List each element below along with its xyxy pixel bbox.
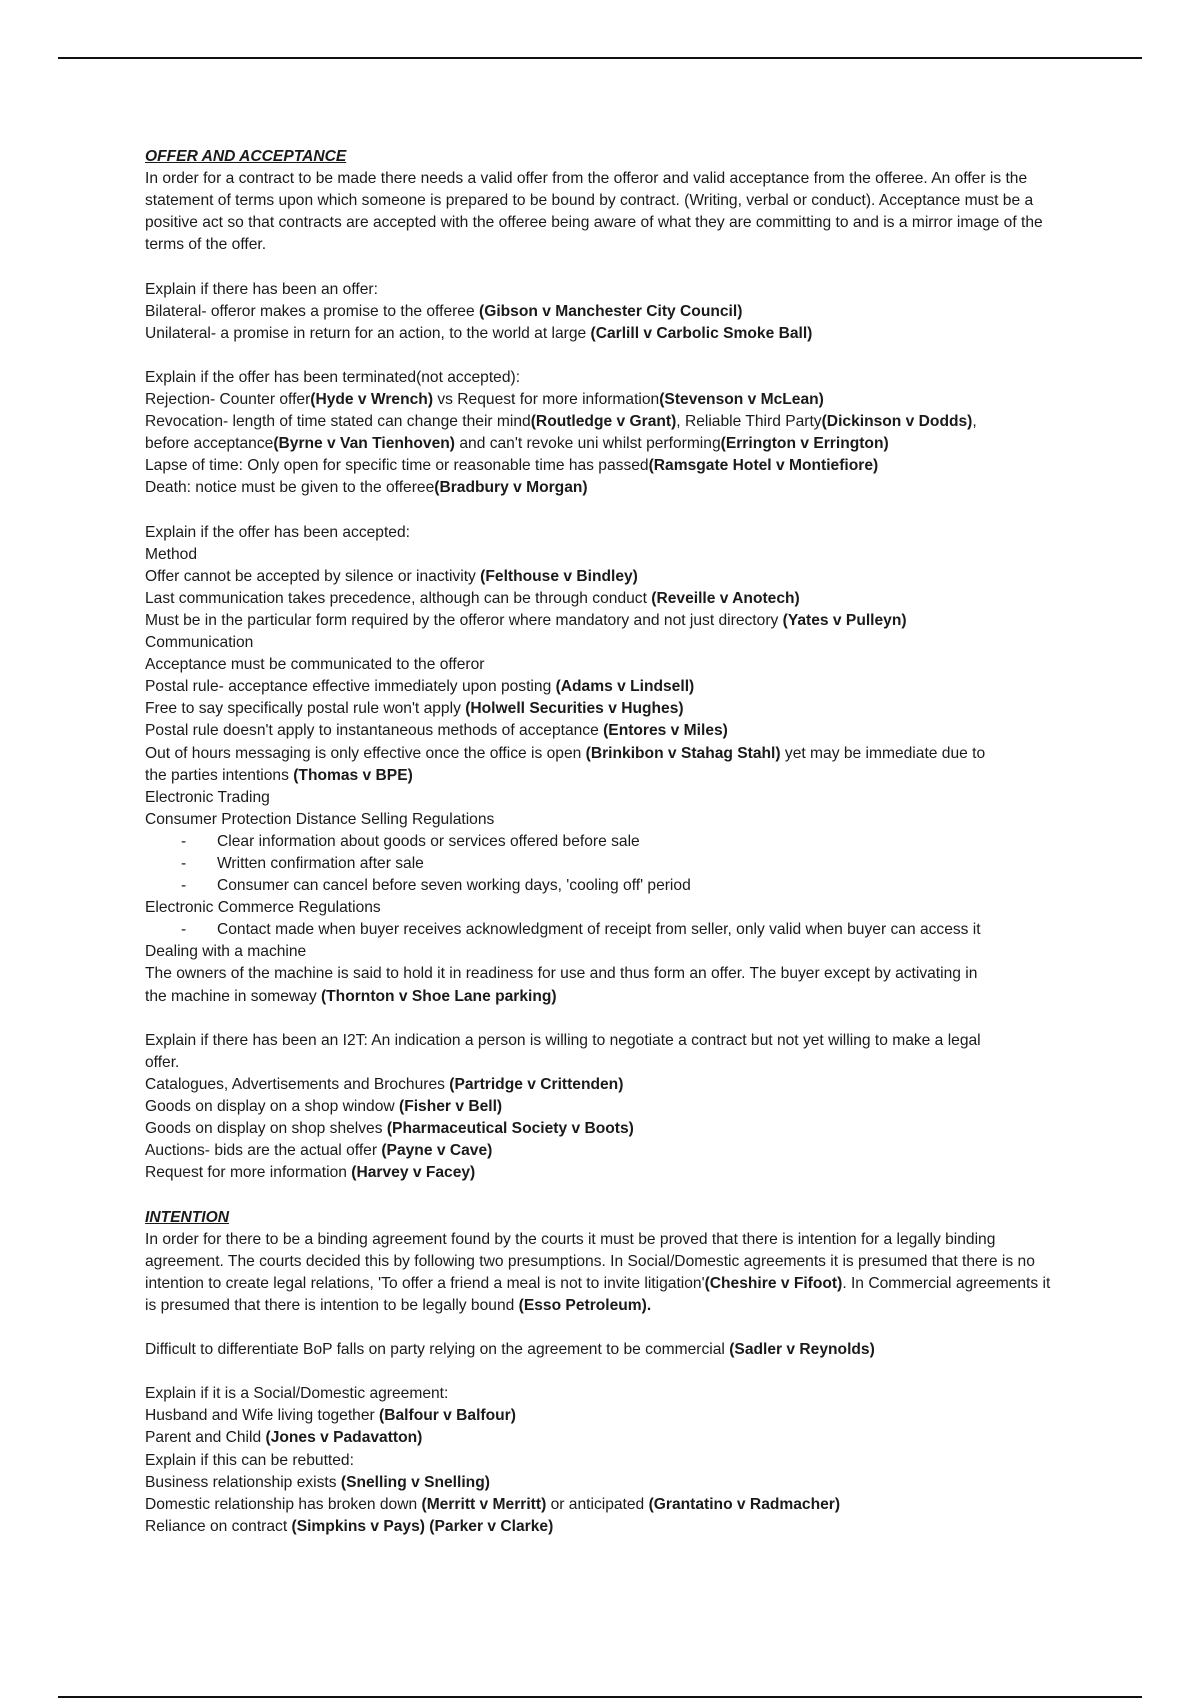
text-line (145, 676, 1065, 698)
case-citation: (Felthouse v Bindley) (480, 567, 638, 585)
text-run: Rejection- Counter offer (145, 391, 311, 409)
case-citation: (Thornton v Shoe Lane parking) (320, 987, 557, 1005)
case-citation: (Pharmaceutical Society v Boots) (386, 1120, 634, 1138)
text-line (145, 1074, 1065, 1096)
text-run: . In Commercial agreements it is presumed that there is intention to be legally bound (145, 1274, 1051, 1314)
text-run: Postal rule- acceptance effective immediately upon posting (145, 678, 556, 696)
text-line (145, 1450, 1065, 1472)
case-citation: (Merritt v Merritt) (421, 1495, 547, 1513)
case-citation: (Jones v Padavatton) (265, 1429, 423, 1447)
text-line (145, 1494, 1065, 1516)
text-run: The owners of the machine is said to hold it in readiness for use and thus form an offer. The buyer except by activating in (145, 965, 978, 983)
footer-rule (58, 1696, 1142, 1698)
text-run: Consumer Protection Distance Selling Regulations (145, 810, 495, 828)
case-citation: (Reveille v Anotech) (651, 589, 800, 607)
case-citation: (Hyde v Wrench) (310, 391, 434, 409)
case-citation: (Routledge v Grant) (530, 413, 677, 431)
case-citation: (Payne v Cave) (381, 1142, 493, 1160)
text-run: Reliance on contract (145, 1517, 292, 1535)
bullet-item (145, 853, 1065, 875)
text-run: In order for a contract to be made there needs a valid offer from the offeror and valid acceptance from the offeree. An offer is the statement of terms upon which someone is prepared to be bound by contract. (Writing, verbal or conduct). Acceptance must be a positive act so that contracts are accepted with the offeree being aware of what they are committing to and is a mirror image of the terms of the offer. (145, 170, 1043, 254)
case-citation: (Brinkibon v Stahag Stahl) (585, 744, 781, 762)
text-run: or anticipated (546, 1495, 649, 1513)
text-run: Auctions- bids are the actual offer (145, 1142, 382, 1160)
case-citation: (Thomas v BPE) (293, 766, 413, 784)
text-run: Explain if the offer has been accepted: (145, 523, 410, 541)
text-line (145, 279, 1065, 301)
text-run: yet may be immediate due to (780, 744, 986, 762)
case-citation: (Harvey v Facey) (351, 1164, 476, 1182)
text-run: before acceptance (145, 435, 274, 453)
bullet-item (145, 831, 1065, 853)
blank-line (145, 1184, 1065, 1206)
text-line (145, 610, 1065, 632)
text-run: Explain if it is a Social/Domestic agreement: (145, 1385, 449, 1403)
text-run: vs Request for more information (433, 391, 660, 409)
text-run: Consumer can cancel before seven working days, 'cooling off' period (217, 877, 691, 895)
text-line (145, 720, 1065, 742)
text-run: Goods on display on a shop window (145, 1098, 399, 1116)
text-line (145, 698, 1065, 720)
text-run: Contact made when buyer receives acknowledgment of receipt from seller, only valid when buyer can access it (217, 921, 981, 939)
case-citation: (Entores v Miles) (603, 722, 728, 740)
text-line (145, 809, 1065, 831)
case-citation: (Errington v Errington) (720, 435, 889, 453)
text-line (145, 301, 1065, 323)
text-run: Catalogues, Advertisements and Brochures (145, 1075, 450, 1093)
text-line (145, 323, 1065, 345)
text-run: Electronic Commerce Regulations (145, 899, 381, 917)
text-line (145, 1096, 1065, 1118)
text-run: Parent and Child (145, 1429, 266, 1447)
section-heading: INTENTION (145, 1208, 230, 1226)
text-run: Lapse of time: Only open for specific time or reasonable time has passed (145, 457, 649, 475)
text-line (145, 433, 1065, 455)
text-line (145, 1140, 1065, 1162)
text-run: and can't revoke uni whilst performing (455, 435, 721, 453)
header-rule (58, 57, 1142, 59)
paragraph (145, 1229, 1065, 1317)
case-citation: (Byrne v Van Tienhoven) (273, 435, 456, 453)
case-citation: (Fisher v Bell) (399, 1098, 503, 1116)
blank-line (145, 256, 1065, 278)
case-citation: (Bradbury v Morgan) (434, 479, 588, 497)
document-body (145, 146, 1065, 1538)
text-line (145, 1030, 1065, 1052)
text-line (145, 522, 1065, 544)
text-line (145, 963, 1065, 985)
text-line (145, 632, 1065, 654)
text-line (145, 544, 1065, 566)
text-line (145, 1472, 1065, 1494)
text-run: Offer cannot be accepted by silence or inactivity (145, 567, 481, 585)
text-run: Written confirmation after sale (217, 855, 424, 872)
blank-line (145, 500, 1065, 522)
case-citation: (Stevenson v McLean) (659, 391, 824, 409)
case-citation: (Cheshire v Fifoot) (704, 1274, 843, 1292)
bullet-dash: - (181, 832, 187, 850)
bullet-item (145, 875, 1065, 897)
text-line (145, 1383, 1065, 1405)
text-line (145, 986, 1065, 1008)
text-run: the parties intentions (145, 766, 294, 784)
paragraph (145, 168, 1065, 256)
text-line (145, 1339, 1065, 1361)
text-run: Free to say specifically postal rule won't apply (145, 700, 466, 718)
section-heading: OFFER AND ACCEPTANCE (145, 148, 347, 165)
text-line (145, 654, 1065, 676)
blank-line (145, 345, 1065, 367)
text-run: Difficult to differentiate BoP falls on party relying on the agreement to be commercial (145, 1341, 730, 1359)
case-citation: (Grantatino v Radmacher) (648, 1495, 841, 1513)
text-line (145, 588, 1065, 610)
text-run: Explain if there has been an offer: (145, 280, 378, 298)
text-run: Bilateral- offeror makes a promise to the offeree (145, 302, 479, 320)
case-citation: (Ramsgate Hotel v Montiefiore) (648, 457, 879, 475)
text-run: Revocation- length of time stated can change their mind (145, 413, 531, 431)
text-run: the machine in someway (145, 987, 321, 1005)
text-line (145, 1427, 1065, 1449)
text-line (145, 477, 1065, 499)
case-citation: (Gibson v Manchester City Council) (479, 302, 743, 320)
text-run: , Reliable Third Party (676, 413, 822, 431)
case-citation: (Partridge v Crittenden) (449, 1075, 624, 1093)
case-citation: (Snelling v Snelling) (340, 1473, 490, 1491)
case-citation: (Adams v Lindsell) (555, 678, 695, 696)
text-run: Postal rule doesn't apply to instantaneous methods of acceptance (145, 722, 604, 740)
text-run: In order for there to be a binding agreement found by the courts it must be proved that there is intention for a legally binding agreement. The courts decided this by following two presumptions. In Social/Domestic agreements it is presumed that there is no intention to create legal relations, 'To offer a friend a meal is not to invite litigation' (145, 1230, 1035, 1292)
text-run: Must be in the particular form required by the offeror where mandatory and not just directory (145, 611, 783, 629)
text-line (145, 743, 1065, 765)
case-citation: (Holwell Securities v Hughes) (465, 700, 684, 718)
case-citation: (Dickinson v Dodds) (821, 413, 973, 431)
text-run: Domestic relationship has broken down (145, 1495, 422, 1513)
text-line (145, 1118, 1065, 1140)
text-line (145, 765, 1065, 787)
case-citation: (Carlill v Carbolic Smoke Ball) (590, 324, 813, 342)
text-run: Electronic Trading (145, 788, 270, 806)
text-run: Explain if the offer has been terminated(not accepted): (145, 368, 521, 386)
text-run: Explain if this can be rebutted: (145, 1451, 354, 1469)
text-run: Request for more information (145, 1164, 352, 1182)
text-run: Acceptance must be communicated to the offeror (145, 656, 485, 674)
text-run: Explain if there has been an I2T: An indication a person is willing to negotiate a contract but not yet willing to make a legal (145, 1031, 981, 1049)
blank-line (145, 1008, 1065, 1030)
case-citation: (Yates v Pulleyn) (782, 611, 907, 629)
text-run: Dealing with a machine (145, 943, 307, 961)
text-run: Unilateral- a promise in return for an action, to the world at large (145, 324, 591, 342)
text-line (145, 941, 1065, 963)
text-line (145, 787, 1065, 809)
text-run: Husband and Wife living together (145, 1407, 380, 1425)
case-citation: (Balfour v Balfour) (379, 1407, 516, 1425)
text-run: Method (145, 545, 198, 563)
text-run: offer. (145, 1053, 180, 1071)
text-line (145, 1516, 1065, 1538)
bullet-item (145, 919, 1065, 941)
bullet-dash: - (181, 921, 187, 939)
bullet-dash: - (181, 855, 187, 872)
text-line (145, 411, 1065, 433)
case-citation: (Esso Petroleum). (518, 1296, 652, 1314)
text-line (145, 389, 1065, 411)
bullet-dash: - (181, 877, 187, 895)
case-citation: (Sadler v Reynolds) (729, 1341, 875, 1359)
text-run: Business relationship exists (145, 1473, 341, 1491)
text-line (145, 1405, 1065, 1427)
text-run: Goods on display on shop shelves (145, 1120, 387, 1138)
text-line (145, 897, 1065, 919)
text-line (145, 367, 1065, 389)
text-line (145, 566, 1065, 588)
case-citation: (Simpkins v Pays) (Parker v Clarke) (291, 1517, 554, 1535)
blank-line (145, 1317, 1065, 1339)
text-run: Death: notice must be given to the offeree (145, 479, 435, 497)
text-run: , (972, 413, 977, 431)
text-run: Clear information about goods or services offered before sale (217, 832, 640, 850)
text-line (145, 1052, 1065, 1074)
text-line (145, 455, 1065, 477)
text-line (145, 1162, 1065, 1184)
text-run: Last communication takes precedence, although can be through conduct (145, 589, 652, 607)
blank-line (145, 1361, 1065, 1383)
text-run: Out of hours messaging is only effective once the office is open (145, 744, 586, 762)
text-run: Communication (145, 634, 254, 652)
